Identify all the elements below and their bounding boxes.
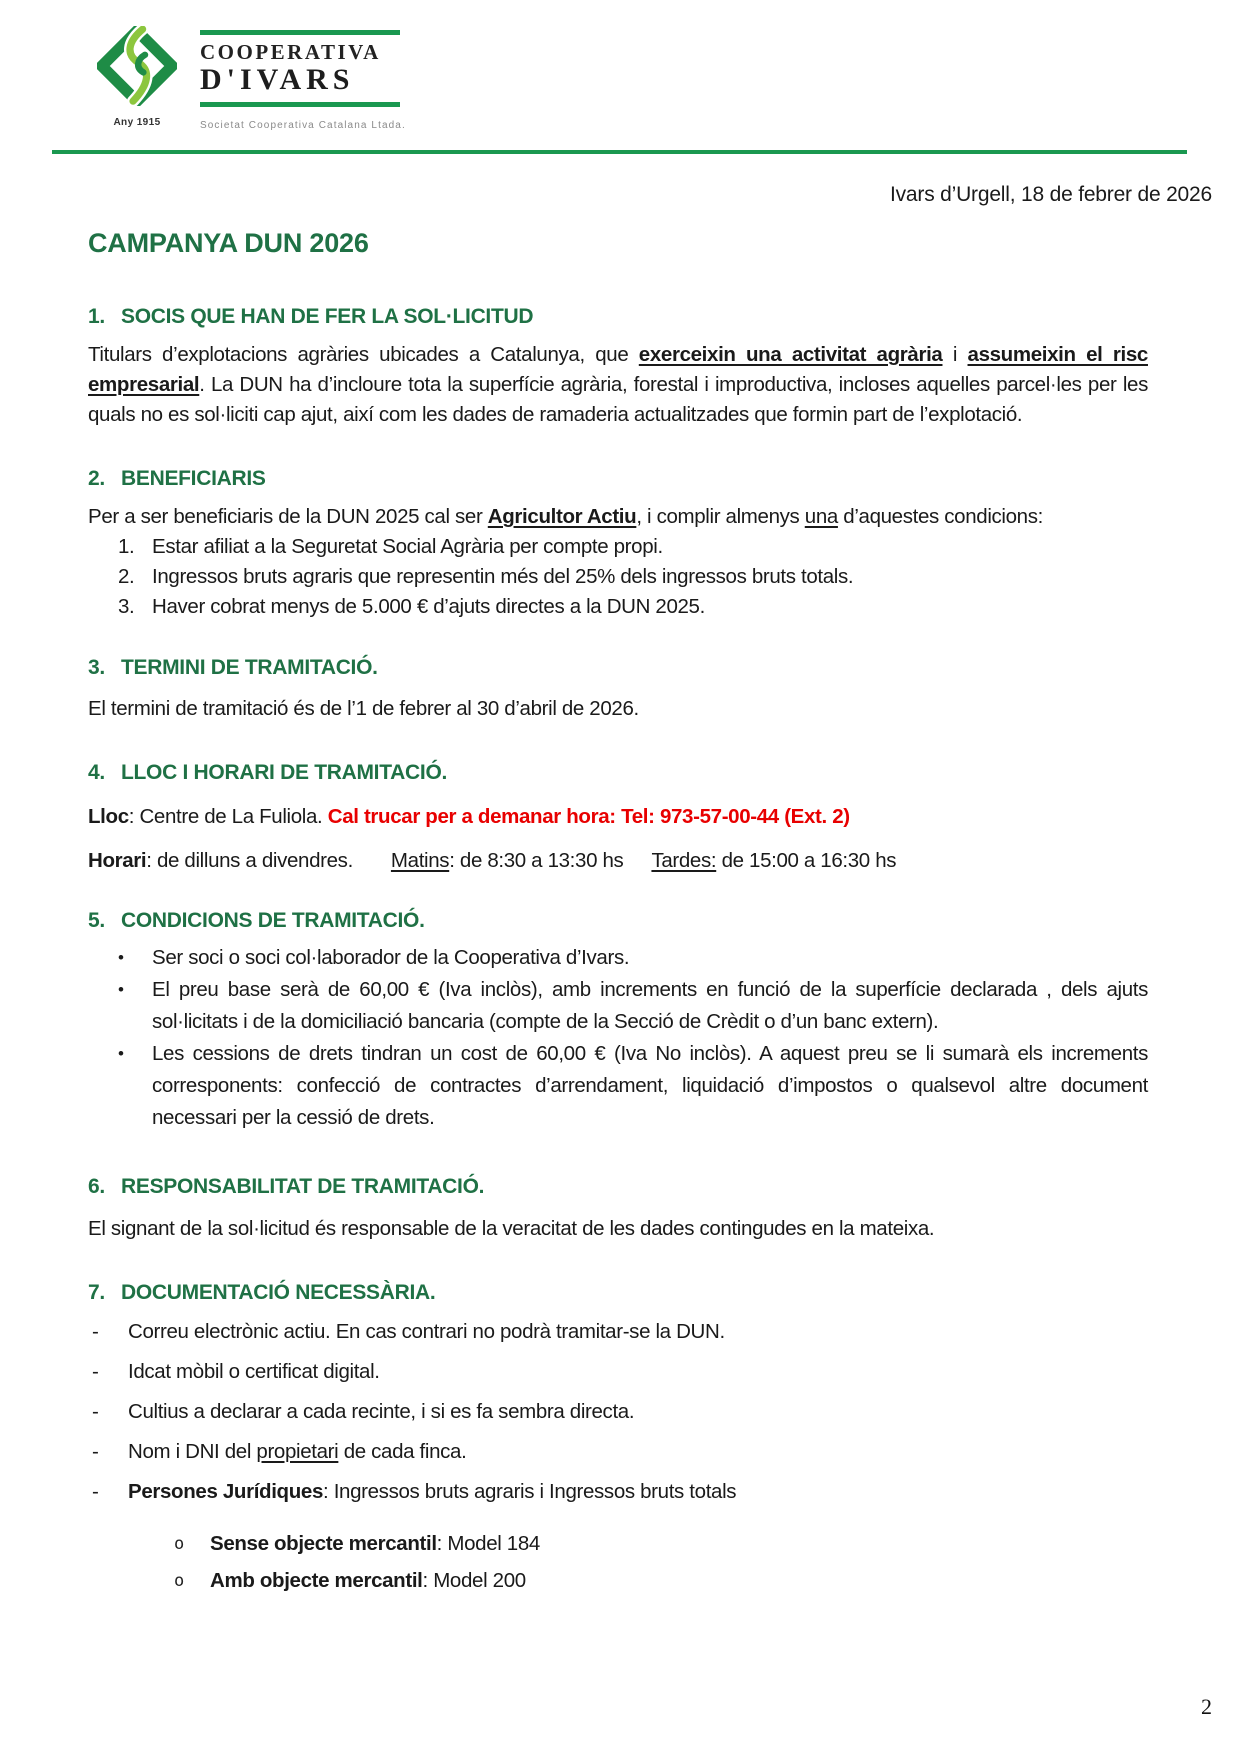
dash-marker: -	[92, 1360, 99, 1383]
circle-marker: o	[174, 1571, 184, 1591]
date-line: Ivars d’Urgell, 18 de febrer de 2026	[890, 183, 1212, 206]
text-run: : Model 200	[422, 1569, 526, 1592]
dash-marker: -	[92, 1480, 99, 1503]
list-text: Ingressos bruts agraris que representin més del 25% dels ingressos bruts totals.	[152, 565, 854, 588]
header-rule	[52, 150, 1187, 154]
matins-label: Matins	[390, 849, 450, 872]
section-7-heading	[88, 1280, 1148, 1306]
list-text: Cultius a declarar a cada recinte, i si es fa sembra directa.	[128, 1400, 635, 1423]
text-run: : Model 184	[436, 1532, 540, 1555]
text-run: , i complir almenys	[636, 505, 805, 528]
list-number: 3.	[118, 595, 135, 618]
list-text: Haver cobrat menys de 5.000 € d’ajuts directes a la DUN 2025.	[152, 595, 705, 618]
text-run: : de dilluns a divendres.	[146, 849, 353, 872]
cooperativa-diamond-icon	[97, 26, 177, 106]
list-text	[128, 1478, 736, 1506]
section-number: 6.	[88, 1175, 105, 1198]
text-run: de cada finca.	[338, 1440, 467, 1463]
section-title: SOCIS QUE HAN DE FER LA SOL·LICITUD	[121, 305, 534, 328]
conditions-bullet-list	[88, 942, 1148, 1134]
list-text: El preu base serà de 60,00 € (Iva inclòs), amb increments en funció de la superfície declarada , dels ajuts sol·licitats i de la domiciliació bancaria (compte de la Secció de Crèdit o d’un banc extern).	[152, 978, 1148, 1033]
section-3	[88, 655, 1148, 724]
bold-run: Amb objecte mercantil	[210, 1569, 423, 1592]
list-item	[92, 1318, 1148, 1346]
document-body	[88, 304, 1148, 1595]
logo-name-line1: COOPERATIVA	[200, 40, 381, 64]
list-item	[118, 532, 1148, 562]
logo-subtitle: Societat Cooperativa Catalana Ltada.	[200, 119, 406, 131]
text-run: i	[942, 343, 968, 366]
list-number: 1.	[118, 535, 135, 558]
list-text: Estar afiliat a la Seguretat Social Agrària per compte propi.	[152, 535, 663, 558]
list-item	[92, 1358, 1148, 1386]
phone-alert-text: Cal trucar per a demanar hora: Tel: 973-57-00-44 (Ext. 2)	[327, 805, 850, 828]
text-run: Nom i DNI del	[128, 1440, 257, 1463]
list-item	[118, 592, 1148, 622]
text-run: d’aquestes condicions:	[837, 505, 1043, 528]
list-text: Ser soci o soci col·laborador de la Cooperativa d’Ivars.	[152, 946, 630, 969]
section-6	[88, 1174, 1148, 1244]
section-4	[88, 760, 1148, 876]
list-text: Correu electrònic actiu. En cas contrari no podrà tramitar-se la DUN.	[128, 1320, 725, 1343]
tardes-label: Tardes:	[651, 849, 717, 872]
list-number: 2.	[118, 565, 135, 588]
list-item	[92, 1438, 1148, 1466]
section-1-heading	[88, 304, 1148, 330]
section-title: TERMINI DE TRAMITACIÓ.	[121, 656, 378, 679]
section-number: 2.	[88, 467, 105, 490]
cooperativa-logo	[90, 26, 406, 141]
lloc-label: Lloc	[88, 805, 129, 828]
list-text	[128, 1438, 466, 1466]
page-title: CAMPANYA DUN 2026	[88, 228, 369, 258]
bold-underline-run: assumeixin el risc empresarial	[88, 343, 1148, 396]
logo-name-line2: D'IVARS	[200, 63, 355, 97]
bullet-marker: •	[118, 1044, 124, 1063]
section-title: LLOC I HORARI DE TRAMITACIÓ.	[121, 761, 448, 784]
list-item	[174, 1530, 1148, 1558]
bold-underline-run: exerceixin una activitat agrària	[638, 343, 943, 366]
list-text: Les cessions de drets tindran un cost de 60,00 € (Iva No inclòs). A aquest preu se li sumarà els increments corresponents: confecció de contractes d’arrendament, liquidació d’impostos o qualsevol altre document necessari per la cessió de drets.	[152, 1042, 1148, 1129]
dash-marker: -	[92, 1320, 99, 1343]
section-6-heading	[88, 1174, 1148, 1200]
list-item	[92, 1478, 1148, 1506]
section-title: RESPONSABILITAT DE TRAMITACIÓ.	[121, 1175, 485, 1198]
logo-text-block	[200, 26, 406, 141]
list-text	[210, 1567, 526, 1595]
documentation-list	[88, 1318, 1148, 1506]
section-number: 7.	[88, 1281, 105, 1304]
bullet-marker: •	[118, 980, 124, 999]
list-text	[210, 1530, 540, 1558]
section-2-intro	[88, 502, 1148, 532]
juridiques-sub-list	[88, 1530, 1148, 1595]
section-7	[88, 1280, 1148, 1595]
bold-run: Sense objecte mercantil	[210, 1532, 437, 1555]
tardes-hours: de 15:00 a 16:30 hs	[716, 849, 897, 872]
section-5-heading	[88, 908, 1148, 934]
section-number: 4.	[88, 761, 105, 784]
logo-year-caption: Any 1915	[113, 117, 161, 128]
section-title: BENEFICIARIS	[121, 467, 266, 490]
section-5	[88, 908, 1148, 1134]
dash-marker: -	[92, 1400, 99, 1423]
list-item	[174, 1567, 1148, 1595]
list-text: Idcat mòbil o certificat digital.	[128, 1360, 380, 1383]
section-3-heading	[88, 655, 1148, 681]
list-item	[118, 942, 1148, 974]
section-title: CONDICIONS DE TRAMITACIÓ.	[121, 909, 425, 932]
list-item	[92, 1398, 1148, 1426]
text-run: Per a ser beneficiaris de la DUN 2025 cal ser	[88, 505, 488, 528]
bullet-marker: •	[118, 948, 124, 967]
circle-marker: o	[174, 1534, 184, 1554]
matins-hours: : de 8:30 a 13:30 hs	[449, 849, 624, 872]
bold-underline-run: Agricultor Actiu	[487, 505, 637, 528]
document-header	[0, 0, 1240, 154]
text-run: : Ingressos bruts agraris i Ingressos bruts totals	[323, 1480, 737, 1503]
section-2	[88, 466, 1148, 622]
section-4-heading	[88, 760, 1148, 786]
bold-run: Persones Jurídiques	[128, 1480, 324, 1503]
section-1-paragraph	[88, 340, 1148, 430]
list-item	[118, 974, 1148, 1038]
underline-run: una	[804, 505, 838, 528]
dash-marker: -	[92, 1440, 99, 1463]
section-title: DOCUMENTACIÓ NECESSÀRIA.	[121, 1281, 436, 1304]
section-number: 1.	[88, 305, 105, 328]
section-1	[88, 304, 1148, 430]
section-6-paragraph: El signant de la sol·licitud és responsable de la veracitat de les dades contingudes en la mateixa.	[88, 1217, 935, 1240]
page-number: 2	[1201, 1694, 1212, 1719]
section-number: 5.	[88, 909, 105, 932]
text-run: Titulars d’explotacions agràries ubicades a Catalunya, que	[88, 343, 639, 366]
section-number: 3.	[88, 656, 105, 679]
horari-label: Horari	[88, 849, 147, 872]
horari-line	[88, 846, 1148, 876]
text-run: . La DUN ha d’incloure tota la superfície agrària, forestal i improductiva, incloses aquelles parcel·les per les quals no es sol·liciti cap ajut, així com les dades de ramaderia actualitzades que formin part de l’explotació.	[88, 373, 1148, 426]
section-2-heading	[88, 466, 1148, 492]
lloc-line	[88, 802, 1148, 832]
logo-icon-wrap	[90, 26, 184, 141]
list-item	[118, 1038, 1148, 1134]
text-run: : Centre de La Fuliola.	[128, 805, 328, 828]
section-3-paragraph: El termini de tramitació és de l’1 de febrer al 30 d’abril de 2026.	[88, 697, 639, 720]
logo-top-bar	[200, 30, 400, 35]
list-item	[118, 562, 1148, 592]
logo-bottom-bar	[200, 102, 400, 107]
underline-run: propietari	[256, 1440, 339, 1463]
conditions-list	[88, 532, 1148, 622]
